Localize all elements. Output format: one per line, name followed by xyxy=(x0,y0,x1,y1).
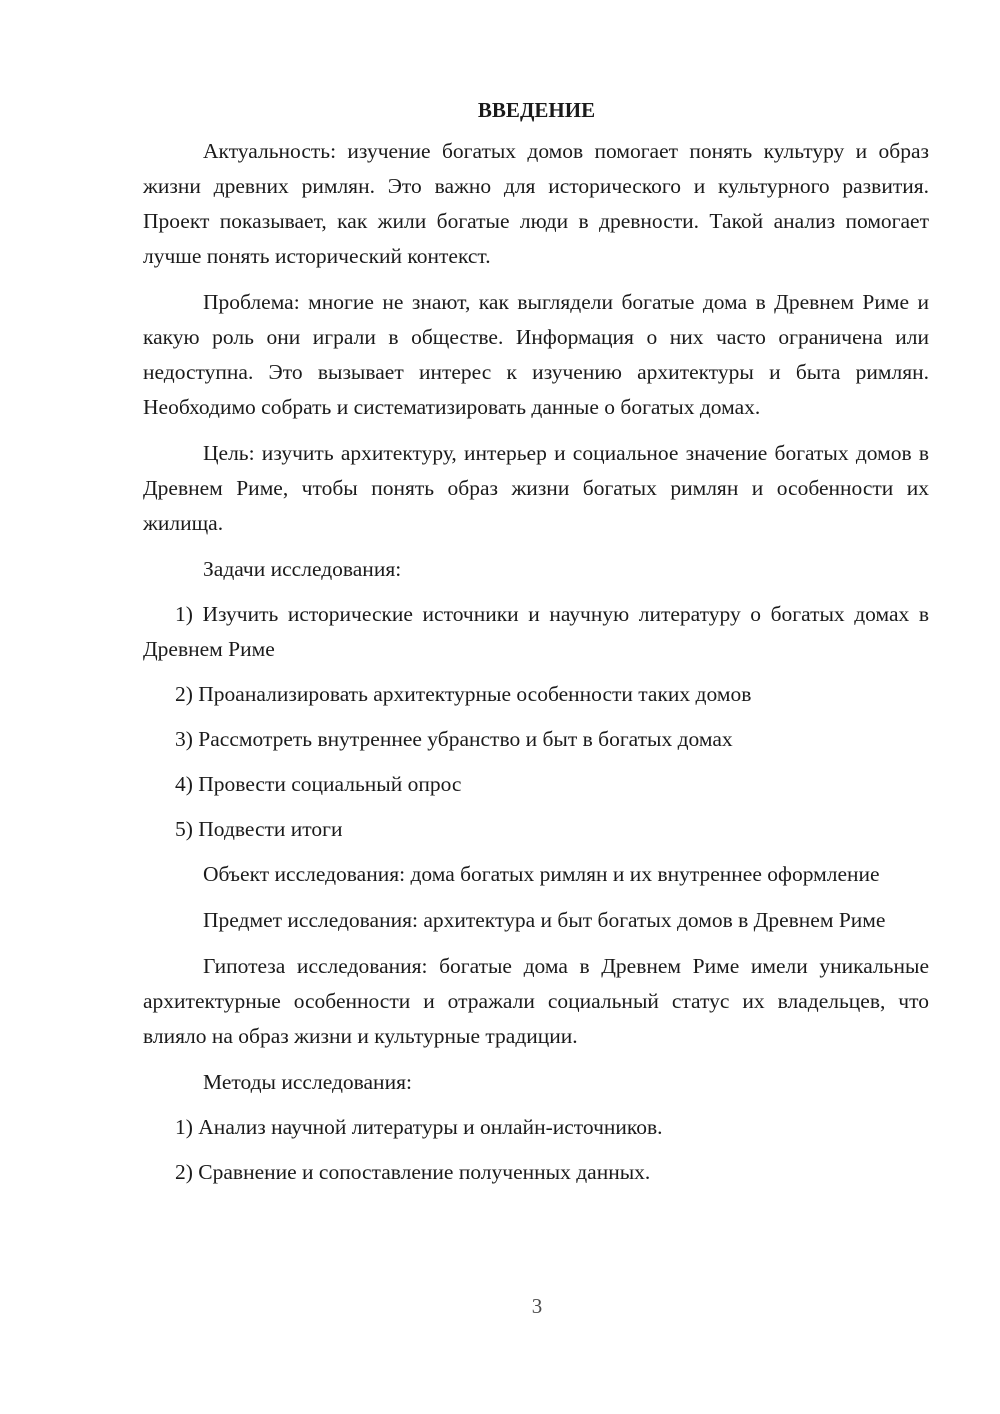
task-item: 2) Проанализировать архитектурные особенности таких домов xyxy=(175,682,752,706)
task-item: 5) Подвести итоги xyxy=(175,817,343,841)
goal-paragraph: Цель: изучить архитектуру, интерьер и социальное значение богатых домов в Древнем Риме, чтобы понять образ жизни богатых римлян и особенности их жилища. xyxy=(143,441,929,535)
tasks-heading: Задачи исследования: xyxy=(203,557,402,581)
method-item: 1) Анализ научной литературы и онлайн-источников. xyxy=(175,1115,663,1139)
subject-paragraph: Предмет исследования: архитектура и быт богатых домов в Древнем Риме xyxy=(203,908,886,932)
task-item: 3) Рассмотреть внутреннее убранство и быт в богатых домах xyxy=(175,727,733,751)
task-item: 1) Изучить исторические источники и научную литературу о богатых домах в Древнем Риме xyxy=(143,602,929,661)
method-item: 2) Сравнение и сопоставление полученных данных. xyxy=(175,1160,651,1184)
methods-heading: Методы исследования: xyxy=(203,1070,412,1094)
document-page xyxy=(143,96,929,1318)
object-paragraph: Объект исследования: дома богатых римлян и их внутреннее оформление xyxy=(203,862,880,886)
task-item: 4) Провести социальный опрос xyxy=(175,772,462,796)
hypothesis-paragraph: Гипотеза исследования: богатые дома в Древнем Риме имели уникальные архитектурные особенности и отражали социальный статус их владельцев, что влияло на образ жизни и культурные традиции. xyxy=(143,954,929,1048)
methods-list xyxy=(143,1110,929,1190)
tasks-list xyxy=(143,597,929,847)
page-number: 3 xyxy=(531,1294,543,1318)
problem-paragraph: Проблема: многие не знают, как выглядели богатые дома в Древнем Риме и какую роль они играли в обществе. Информация о них часто ограничена или недоступна. Это вызывает интерес к изучению архитектуры и быта римлян. Необходимо собрать и систематизировать данные о богатых домах. xyxy=(143,290,929,419)
relevance-paragraph: Актуальность: изучение богатых домов помогает понять культуру и образ жизни древних римлян. Это важно для исторического и культурного развития. Проект показывает, как жили богатые люди в древности. Такой анализ помогает лучше понять исторический контекст. xyxy=(143,139,929,268)
section-title: ВВЕДЕНИЕ xyxy=(477,98,596,122)
